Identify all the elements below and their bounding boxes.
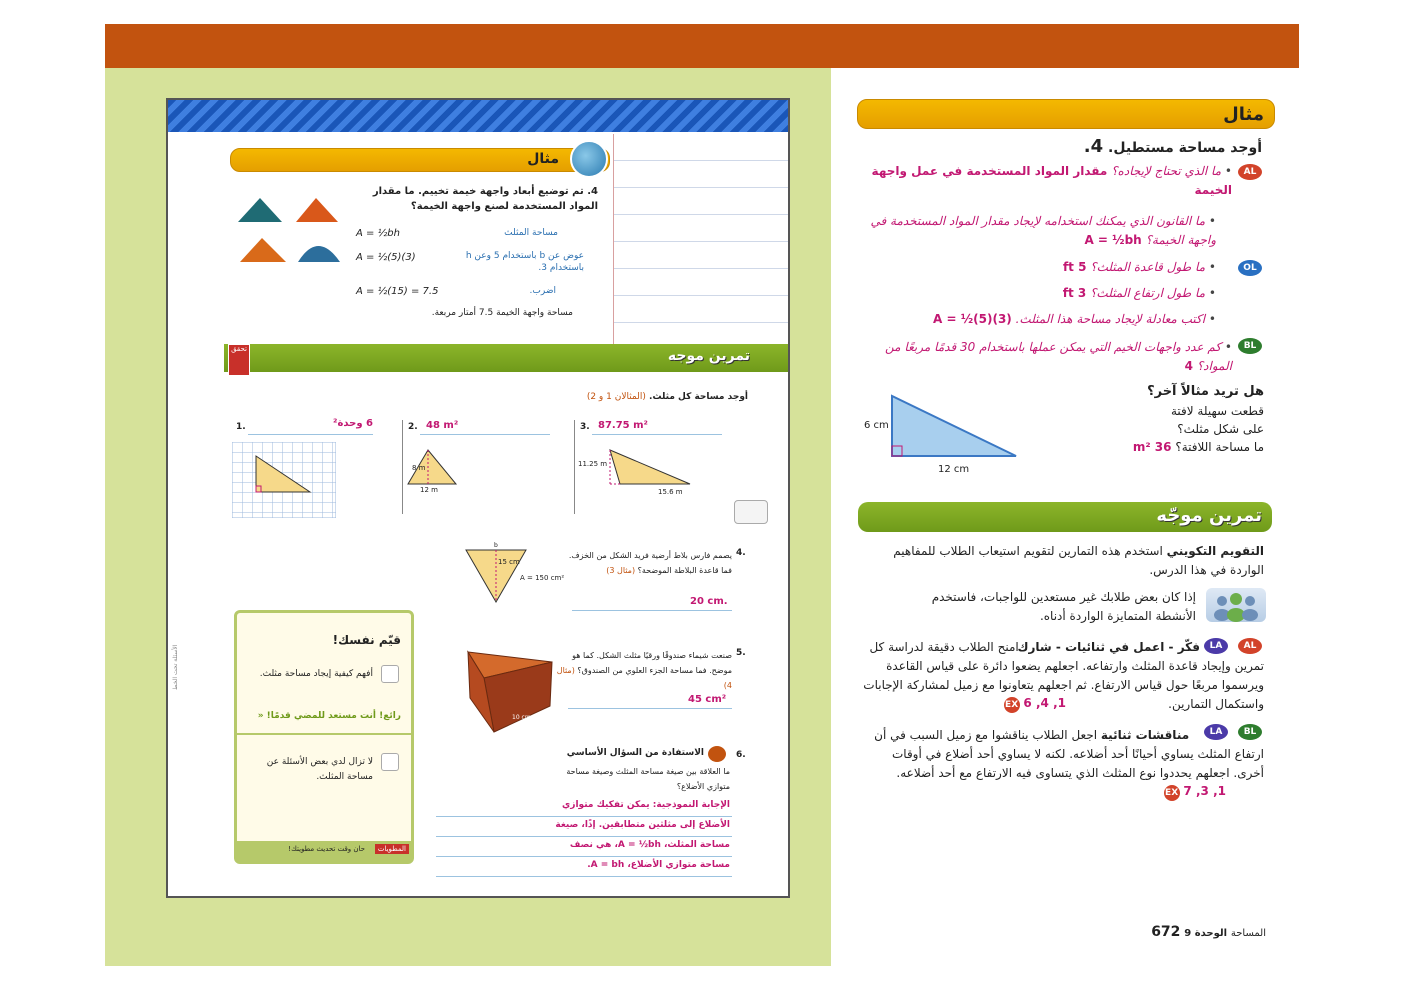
q5: • اكتب معادلة لإيجاد مساحة هذا المثلث. A = ½(5)(3) — [933, 312, 1216, 326]
ol-badge: OL — [1238, 260, 1262, 276]
p6-num: 6. — [736, 750, 746, 760]
p4-num: 4. — [736, 548, 746, 558]
p3-triangle — [606, 444, 696, 494]
step2-eq: A = ½(5)(3) — [356, 252, 416, 263]
tent-icon — [240, 238, 286, 262]
think-text: امنح الطلاب دقيقة لدراسة كل تمرين وإيجاد قاعدة المثلث وارتفاعه. اجعلهم يضعوا دائرة على قياس القاعدة ويرسموا مربعًا حول قياس الارتفاع. ثم اجعلهم يتعاونوا مع زميل لمشاركة الإجابات واستكمال التمارين. — [863, 640, 1264, 711]
guided-bar-right — [858, 502, 1272, 532]
header-stripe — [168, 100, 788, 132]
example-title-right: مثال — [1223, 104, 1264, 125]
p2-base: 12 m — [420, 486, 438, 494]
la-badge: LA — [1204, 638, 1228, 654]
foldable-bar — [237, 841, 411, 861]
p4-text: يصمم فارس بلاط أرضية فريد الشكل من الخزف. فما قاعدة البلاطة الموضحة؟ (مثال 3) — [568, 551, 732, 575]
p2-height: 8 m — [412, 464, 426, 472]
p4-triangle — [464, 546, 528, 604]
al-badge: AL — [1238, 638, 1262, 654]
p5-box — [464, 648, 556, 736]
bl-badge: BL — [1238, 724, 1262, 740]
p1-answer: 6 وحدة² — [333, 418, 373, 429]
tents-image — [234, 192, 354, 268]
pair-text: مناقشات ثنائية اجعل الطلاب يناقشوا مع زميل السبب في أن ارتفاع المثلث يساوي أحيانًا أحد أضلاعه. لكنه لا يساوي أحد أضلاع في أوقات أخرى. اجعلهم يحددوا نوع المثلث الذي يتساوى فيه الارتفاع مع أحد أضلاعه. — [874, 728, 1264, 780]
answer-line — [248, 434, 373, 435]
side-note: الأسئلة تحت الخط — [172, 644, 179, 690]
note-icon — [734, 500, 768, 524]
q1: • ما الذي تحتاج لإيجاده؟ مقدار المواد المستخدمة في عمل واجهة الخيمة — [871, 164, 1232, 197]
p6-text: ما العلاقة بين صيغة مساحة المثلث وصيغة مساحة متوازي الأضلاع؟ — [566, 767, 730, 791]
students-icon — [1206, 588, 1266, 622]
q4: • ما طول ارتفاع المثلث؟ 3 ft — [1062, 286, 1216, 300]
p4-height: 15 cm — [498, 558, 520, 566]
another-text2: على شكل مثلث؟ — [1177, 422, 1264, 436]
another-base: 12 cm — [938, 464, 970, 475]
p4-answer: 20 cm. — [690, 596, 728, 607]
step1-label: مساحة المثلث — [504, 228, 558, 238]
foldable-tag: المطويات — [375, 844, 409, 854]
rate1-text: أفهم كيفية إيجاد مساحة مثلث. — [259, 669, 373, 679]
p2-answer: 48 m² — [426, 420, 459, 431]
q6: • كم عدد واجهات الخيم التي يمكن عملها باستخدام 30 قدمًا مربعًا من المواد؟ 4 — [885, 340, 1232, 373]
p1-num: 1. — [236, 422, 246, 432]
another-text1: قطعت سهيلة لافتة — [1170, 404, 1264, 418]
check-icon: تحقق — [228, 344, 250, 376]
ex-heading: أوجد مساحة مستطيل. 4. — [1083, 136, 1262, 157]
step2-label: عوض عن b باستخدام 5 وعن h باستخدام 3. — [465, 251, 584, 273]
rate2-checkbox[interactable] — [381, 753, 399, 771]
p4-base-label: b — [494, 542, 498, 549]
p6-answer2: الأضلاع إلى مثلثين متطابقين. إذًا، صيغة — [555, 820, 730, 830]
p5-num: 5. — [736, 648, 746, 658]
p3-answer: 87.75 m² — [598, 420, 648, 431]
p5-dim: 10 cm — [512, 714, 531, 721]
rate2-text: لا تزال لدي بعض الأسئلة عن مساحة المثلث. — [266, 757, 373, 782]
p6-title: الاستفادة من السؤال الأساسي — [566, 748, 704, 758]
p6-answer3: مساحة المثلث، A = ½bh، هي نصف — [569, 840, 730, 850]
student-page — [166, 98, 790, 898]
answer-line — [420, 434, 550, 435]
another-side: 6 cm — [864, 420, 889, 431]
think-nums: 1, 4, 6 EX — [940, 694, 1066, 713]
pair-nums: 1, 3, 7 EX — [1130, 782, 1226, 801]
answer-line — [568, 708, 732, 709]
tent-icon — [238, 198, 282, 222]
rate-yourself-box — [234, 610, 414, 864]
grid-triangle — [232, 442, 336, 518]
step3-eq: A = ½(15) = 7.5 — [356, 286, 439, 297]
guided-bar — [224, 344, 790, 372]
bl-badge: BL — [1238, 338, 1262, 354]
example-title: مثال — [527, 151, 559, 167]
p4-area: A = 150 cm² — [520, 574, 565, 582]
p2-num: 2. — [408, 422, 418, 432]
formative: التقويم التكويني استخدم هذه التمارين لتقويم استيعاب الطلاب للمفاهيم الواردة في هذا الدرس. — [893, 544, 1264, 577]
guided-title-right: تمرين موجّه — [1156, 505, 1262, 526]
another-triangle — [888, 394, 1020, 460]
answer-line — [592, 434, 722, 435]
rate-title: قيّم نفسك! — [332, 633, 401, 647]
example-header-right — [857, 99, 1275, 129]
ex-icon: EX — [1004, 697, 1020, 713]
tent-icon — [298, 246, 340, 262]
rate1-checkbox[interactable] — [381, 665, 399, 683]
p3-base: 15.6 m — [658, 488, 683, 496]
another-title: هل تريد مثالاً آخر؟ — [1147, 384, 1264, 399]
example-text: 4. تم توضيع أبعاد واجهة خيمة تخييم. ما مقدار المواد المستخدمة لصنع واجهة الخيمة؟ — [372, 186, 598, 212]
p6-answer1: الإجابة النموذجية: يمكن تفكيك متوازي — [562, 800, 730, 810]
guided-title: تمرين موجه — [667, 348, 750, 364]
p5-text: صنعت شيماء صندوقًا ورقيًا مثلث الشكل. كما هو موضح. فما مساحة الجزء العلوي من الصندوق؟ (مثال 4) — [556, 651, 732, 690]
notes-lines — [613, 134, 788, 344]
footer: المساحة الوحدة 9 672 — [1151, 924, 1266, 940]
essential-icon — [708, 746, 726, 762]
example-header — [230, 148, 610, 172]
p5-answer: 45 cm² — [688, 694, 727, 705]
answer-line — [572, 610, 732, 611]
globe-icon — [570, 140, 608, 178]
rate-ready: رائع! أنت مستعد للمضي قدمًا! « — [257, 711, 401, 721]
another-q: ما مساحة اللافتة؟ 36 m² — [1132, 440, 1264, 454]
q2: • ما القانون الذي يمكنك استخدامه لإيجاد مقدار المواد المستخدمة في واجهة الخيمة؟ A = ½bh — [870, 214, 1216, 247]
p6-answer4: مساحة متوازي الأضلاع، A = bh. — [587, 860, 730, 870]
q3: • ما طول قاعدة المثلث؟ 5 ft — [1062, 260, 1216, 274]
al-badge: AL — [1238, 164, 1262, 180]
la-badge: LA — [1204, 724, 1228, 740]
triangle-shape — [610, 450, 690, 484]
forward-arrow-icon: « — [257, 711, 264, 721]
if-text: إذا كان بعض طلابك غير مستعدين للواجبات، فاستخدم الأنشطة المتمايزة الواردة أدناه. — [931, 590, 1196, 623]
example-result: مساحة واجهة الخيمة 7.5 أمتار مربعة. — [431, 308, 573, 318]
ex-icon: EX — [1164, 785, 1180, 801]
instructions: أوجد مساحة كل مثلث. (المثالان 1 و 2) — [586, 392, 748, 402]
foldable-text: حان وقت تحديث مطويتك! — [288, 845, 365, 853]
p3-height: 11.25 m — [578, 460, 608, 468]
top-bar — [105, 24, 1299, 68]
step1-eq: A = ½bh — [356, 228, 400, 239]
tent-icon — [296, 198, 338, 222]
think-title-line: فكّر - اعمل في ثنائيات - شارك — [1017, 640, 1200, 654]
p3-num: 3. — [580, 422, 590, 432]
triangle-shape — [892, 396, 1016, 456]
step3-label: اضرب. — [529, 286, 556, 296]
